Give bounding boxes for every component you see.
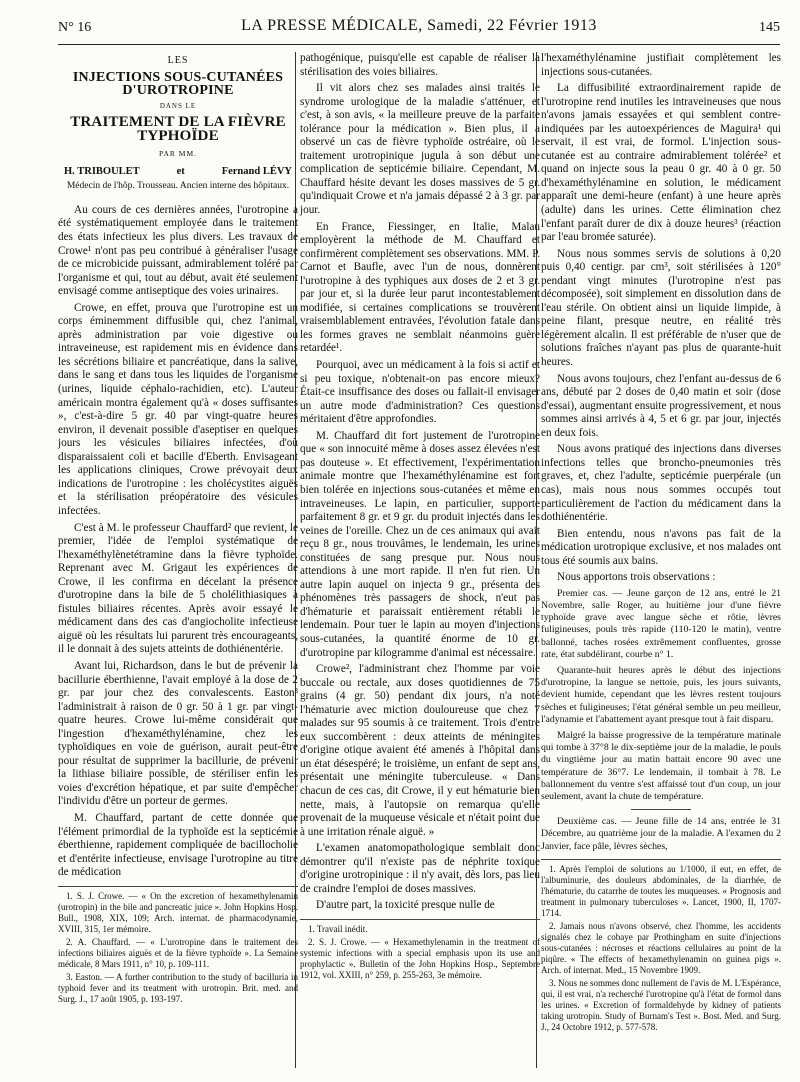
footnote: 2. A. Chauffard. — « L'urotropine dans le traitement des infections biliaires aiguës et de la fièvre typhoïde ». La Semaine médicale, 8 Mars 1911, n° 10, p. 109-111.: [58, 936, 298, 969]
paragraph: M. Chauffard, partant de cette donnée que l'élément primordial de la typhoïde est la septicémie éberthienne, rapidement compliquée de bacillocholie et d'entérite infectieuse, envisage l'urotropine au titre de médication: [58, 811, 298, 879]
footnotes: [541, 859, 781, 1033]
author-1: H. TRIBOULET: [64, 165, 140, 177]
issue-number: N° 16: [58, 20, 92, 35]
page-number: 145: [759, 20, 780, 35]
paragraph: Au cours de ces dernières années, l'urotropine a été systématiquement employée dans le traitement des états infectieux les plus divers. Les travaux de Crowe¹ n'ont pas peu contribué à généraliser l'usage de ce microbicide puissant, admirablement toléré par l'organisme et qui, tout au début, avait été seulement envisagé comme antiseptique des voies urinaires.: [58, 203, 298, 298]
footnote: 1. Après l'emploi de solutions au 1/1000, il eut, en effet, de l'albuminurie, des douleurs abdominales, de la diarrhée, de l'hématurie, du catarrhe de toutes les muqueuses. « Prognosis and treatment in pulmonary tuberculoses ». Lancet, 1900, II, 1707-1714.: [541, 863, 781, 918]
paragraph: pathogénique, puisqu'elle est capable de réaliser la stérilisation des voies biliaires.: [300, 52, 540, 78]
paragraph: Nous avons pratiqué des injections dans diverses infections telles que broncho-pneumonies très graves, et, chez l'adulte, septicémie puerpérale (un cas), mais nous nous sommes occupés tout particulièrement de l'action du médicament dans la dothiénentérie.: [541, 443, 781, 524]
title-dans-le: DANS LE: [159, 101, 197, 110]
paragraph: Bien entendu, nous n'avons pas fait de la médication urotropique exclusive, et nos malades ont tous été soumis aux bains.: [541, 527, 781, 567]
footnote: 1. S. J. Crowe. — « On the excretion of hexamethylenamin (urotropin) in the bile and pancreatic juice ». John Hopkins Hosp. Bull., 1908, XIX, 109; Arch. internat. de pharmacodynamie, XVIII, 315, 1er mémoire.: [58, 890, 298, 934]
separator: [631, 809, 691, 810]
footnotes: [300, 919, 540, 981]
paragraph: Nous avons toujours, chez l'enfant au-dessus de 6 ans, débuté par 2 doses de 0,40 matin et soir (dose d'essai), augmentant ensuite progressivement, et nous sommes ainsi arrivés à 4, 5 et 6 gr. par jour, injectés en deux fois.: [541, 372, 781, 439]
paragraph: Il vit alors chez ses malades ainsi traités le syndrome urologique de la maladie s'atténuer, et c'est, à son avis, « la meilleure preuve de la parfaite tolérance pour la médication ». Bien plus, il a observé un cas de fièvre typhoïde ostréaire, où le traitement urotropinique jugula à son début une complication de septicémie biliaire. Cependant, M. Chauffard hésite devant les doses massives de 5 gr. qu'indiquait Crowe et n'a jamais dépassé 2 à 3 gr. par jour.: [300, 82, 540, 217]
column-3: [541, 52, 781, 1035]
authors: [64, 165, 292, 179]
observation-paragraph: Malgré la baisse progressive de la température matinale qui tombe à 37°8 le dix-septième jour de la maladie, le pouls du vingtième jour au matin battait encore 90 avec une température de 36°7. Le lendemain, il tombait à 78. Le ballonnement du ventre s'est affaissé tout d'un coup, un jour seulement, avant la chute de température.: [541, 730, 781, 803]
paragraph: M. Chauffard dit fort justement de l'urotropine que « son innocuité même à doses assez élevées n'est pas douteuse ». Et effectivement, l'expérimentation animale montre que l'hexaméthylénamine est fort bien tolérée en injections sous-cutanées et même en intraveineuses. Le lapin, en particulier, supporte parfaitement 8 gr. et 9 gr. du produit injectés dans les veines de l'oreille. Chez un de ces animaux qui avait reçu 8 gr., nous trouvâmes, le lendemain, les urines constituées de sang presque pur. Nous nous attendions à une mort rapide. Il n'en fut rien. Un autre lapin auquel on injecta 9 gr., présenta des phénomènes très passagers de shock, n'eut pas d'hématurie et paraissait entièrement rétabli le lendemain. Pour tuer le lapin au moyen d'injections sous-cutanées, la quantité énorme de 10 gr. d'urotropine par kilogramme d'animal est nécessaire.: [300, 429, 540, 659]
paragraph: Nous nous sommes servis de solutions à 0,20 puis 0,40 centigr. par cm³, soit stérilisées à 120° pendant vingt minutes (l'urotropine n'est pas décomposée), soit simplement en dissolution dans de l'eau stérile. On obtient ainsi un liquide limpide, à peine filant, presque neutre, en réalité très légèrement alcalin. Il est préférable de n'user que de solutions fraîches n'ayant pas plus de quarante-huit heures.: [541, 247, 781, 369]
observation-paragraph: Deuxième cas. — Jeune fille de 14 ans, entrée le 31 Décembre, au quatrième jour de la maladie. A l'examen du 2 Janvier, face pâle, lèvres sèches,: [541, 816, 781, 852]
footnote: 2. S. J. Crowe. — « Hexamethylenamin in the treatment of systemic infections with a special emphasis upon its use and prophylactic ». Bulletin of the John Hopkins Hosp., Septembre 1912, vol. XXIII, n° 259, p. 255-263, 3e mémoire.: [300, 936, 540, 980]
paragraph: Pourquoi, avec un médicament à la fois si actif et si peu toxique, n'obtenait-on pas encore mieux? Était-ce insuffisance des doses ou fallait-il envisager un autre mode d'administration? Ces questions méritaient d'être approfondies.: [300, 359, 540, 426]
paragraph: En France, Fiessinger, en Italie, Malau employèrent la méthode de M. Chauffard et confirmèrent complètement ses observations. MM. P. Carnot et Baufle, avec l'un de nous, donnèrent l'urotropine à des typhiques aux doses de 2 et 3 gr. par jour et, si la durée leur parut incontestablement modifiée, si certaines complications se trouvèrent vraisemblablement entravées, l'évolution fatale dans les formes graves ne semblait néanmoins guère retardée¹.: [300, 220, 540, 355]
case-observations: [541, 588, 781, 853]
footnotes: [58, 886, 298, 1005]
footnote: 3. Nous ne sommes donc nullement de l'avis de M. L'Espérance, qui, il est vrai, n'a recherché l'urotropine qu'à l'état de formol dans les urines. « Excretion of formaldehyde by kidney of patients taking urotropin. Study of Burnam's Test ». Bost. Med. and Surg. J., 24 Octobre 1912, p. 577-578.: [541, 977, 781, 1032]
page-header: [58, 14, 780, 45]
footnote: 3. Easton. — A further contribution to the study of bacilluria in typhoid fever and its treatment with urotropin. Brit. med. and Surg. J., 17 août 1905, p. 193-197.: [58, 971, 298, 1004]
paragraph: L'examen anatomopathologique semblait donc démontrer qu'il n'existe pas de néphrite toxique d'origine urotropinique : il n'y avait, dès lors, pas lieu de craindre l'emploi de doses massives.: [300, 842, 540, 895]
journal-title-date: LA PRESSE MÉDICALE, Samedi, 22 Février 1913: [241, 17, 597, 34]
article-title-line2: TRAITEMENT DE LA FIÈVRE TYPHOÏDE: [70, 114, 286, 144]
title-par: PAR MM.: [159, 149, 197, 159]
author-affiliation: Médecin de l'hôp. Trousseau. Ancien interne des hôpitaux.: [66, 181, 290, 192]
paragraph: Crowe, en effet, prouva que l'urotropine est un corps éminemment diffusible qui, chez l'animal, après administration par voie digestive ou intraveineuse, est rapidement mis en évidence dans les sécrétions biliaire et pancréatique, dans la salive, dans le sang et dans tous les liquides de l'organisme (urines, liquide céphalo-rachidien, etc). L'auteur américain montra également qu'à « doses suffisantes », c'est-à-dire 5 gr. 40 par vingt-quatre heures environ, il devenait possible d'aseptiser en quelques jours les vésicules biliaires infectées, d'où disparaissaient coli et bacille d'Eberth. Envisageant les applications cliniques, Crowe prévoyait deux indications de l'urotropine : les cholécystites aiguës et la stérilisation préopératoire des vésicules infectées.: [58, 301, 298, 517]
paragraph: Crowe², l'administrant chez l'homme par voie buccale ou rectale, aux doses quotidiennes de 75 grains (4 gr. 50) pendant dix jours, n'a noté l'hématurie avec miction douloureuse que chez 7 malades sur 95 soumis à ce traitement. Trois d'entre eux succombèrent : deux atteints de méningites d'origine otique avaient été amenés à l'hôpital dans un état désespéré; le troisième, un enfant de sept ans, présentait une méningite tuberculeuse. « Dans chacun de ces cas, dit Crowe, il y eut hématurie bien nette, mais, à l'autopsie on remarqua qu'elle provenait de la muqueuse vésicale et n'était point due à une irritation rénale aiguë. »: [300, 663, 540, 838]
footnote: 1. Travail inédit.: [308, 923, 368, 934]
paragraph: Avant lui, Richardson, dans le but de prévenir la bacillurie éberthienne, l'avait employé à la dose de 2 gr. par jour chez des convalescents. Easton³ l'administrait à raison de 0 gr. 50 à 1 gr. par vingt-quatre heures. Crowe lui-même considérait que l'ingestion d'hexaméthylénamine, chez les typhoïdiques en voie de guérison, aurait peut-être pour résultat de supprimer la bacillurie, de prévenir la lithiase biliaire possible, de stériliser enfin les voies d'excrétion hépatique, et par suite d'empêcher l'individu d'être un porteur de germes.: [58, 659, 298, 808]
title-les: LES: [167, 55, 189, 66]
author-conjunction: et: [176, 165, 185, 177]
paragraph: Nous apportons trois observations :: [557, 571, 716, 584]
observation-paragraph: Quarante-huit heures après le début des injections d'urotropine, la langue se nettoie, puis, les jours suivants, devient humide, cependant que les lèvres restent toujours sèches et fuligineuses; l'état général semble un peu meilleur, l'adynamie et l'abattement ayant presque tout à fait disparu.: [541, 665, 781, 725]
paragraph: C'est à M. le professeur Chauffard² que revient, le premier, l'idée de l'emploi systématique de l'hexaméthylènetétramine dans la fièvre typhoïde. Reprenant avec M. Grigaut les expériences de Crowe, il les confirma en décelant la présence d'urotropine dans la bile de 5 cholélithiasiques à fistules biliaires récentes. Après avoir essayé le médicament dans des cas d'angiocholite infectieuse aiguë où les résultats lui parurent très encourageants, il le donnait à des sujets atteints de dothiénentérie.: [58, 521, 298, 656]
article-title-line1: INJECTIONS SOUS-CUTANÉES D'UROTROPINE: [72, 69, 284, 99]
column-2: [300, 52, 540, 983]
author-2: Fernand LÉVY: [221, 165, 292, 177]
paragraph: D'autre part, la toxicité presque nulle de: [316, 899, 495, 912]
column-1: [58, 52, 298, 1007]
article-title-block: [58, 54, 298, 194]
observation-paragraph: Premier cas. — Jeune garçon de 12 ans, entré le 21 Novembre, salle Roger, au huitième jour d'une fièvre typhoïde grave avec langue sèche et rôtie, lèvres fuligineuses, pouls très rapide (110-120 le matin), ventre ballonné, taches rosées extrêmement confluentes, grosse rate, état subdélirant, courbe n° 1.: [541, 587, 781, 660]
paragraph: La diffusibilité extraordinairement rapide de l'urotropine rend inutiles les intraveineuses que nous n'avons jamais essayées et qui semblent contre-indiquées par les autoexpériences de Maguira¹ qui servait, il est vrai, de formol. L'injection sous-cutanée est au contraire admirablement tolérée² et quand on injecte sous la peau 0 gr. 40 à 0 gr. 50 d'hexaméthylénamine en solution, le médicament apparaît une demi-heure (enfant) à une heure après (adulte) dans les urines. Cette élimination chez l'enfant paraît durer de dix à douze heures³ (réaction par l'eau bromée saturée).: [541, 82, 781, 244]
paragraph: l'hexaméthylénamine justifiait complètement les injections sous-cutanées.: [541, 52, 781, 78]
footnote: 2. Jamais nous n'avons observé, chez l'homme, les accidents signalés chez le cobaye par Prothingham en suite d'injections sous-cutanées : nécroses et réactions cellulaires au point de la piqûre. « The effects of hexamethylenamin on guinea pigs ». Arch. of internat. Med., 15 Novembre 1909.: [541, 920, 781, 975]
